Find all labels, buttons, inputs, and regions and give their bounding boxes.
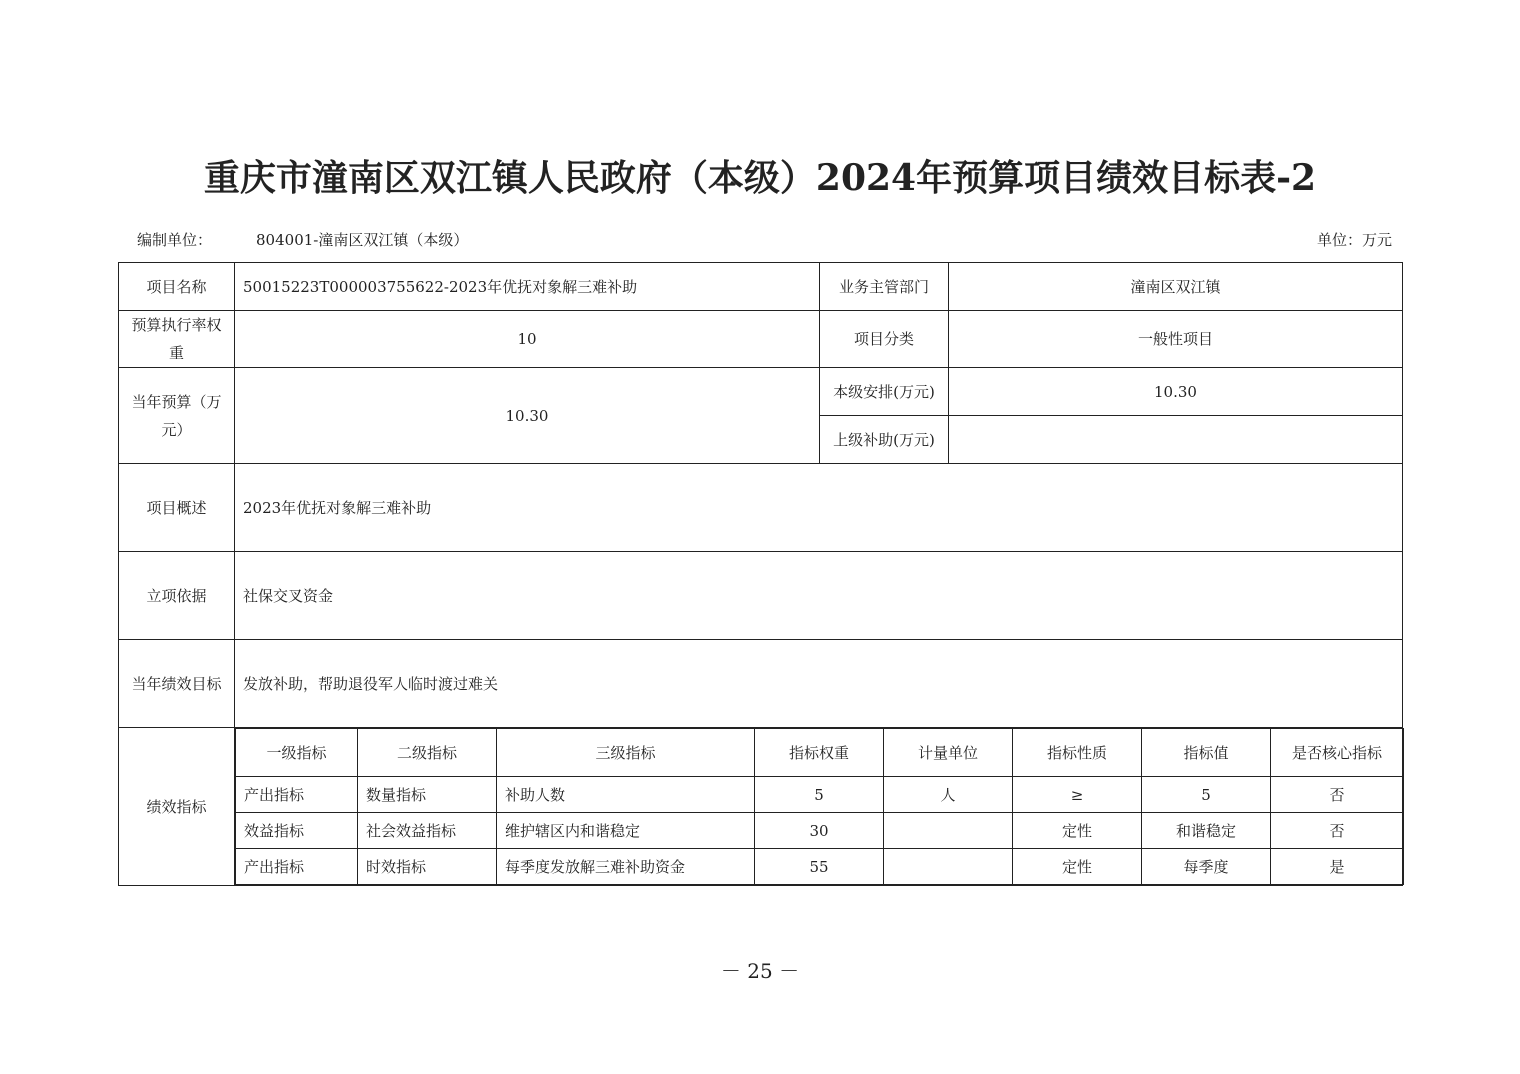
level3-cell: 每季度发放解三难补助资金 [497,849,755,885]
budget-value: 10.30 [235,368,820,464]
unit-cell [884,849,1013,885]
level2-cell: 数量指标 [358,777,497,813]
header-value: 指标值 [1142,729,1271,777]
header-weight: 指标权重 [755,729,884,777]
weight-cell: 55 [755,849,884,885]
compiling-unit-label: 编制单位： [137,231,213,249]
overview-value: 2023年优抚对象解三难补助 [235,464,1403,552]
goal-value: 发放补助，帮助退役军人临时渡过难关 [235,640,1403,728]
currency-unit: 单位：万元 [1316,231,1392,249]
level3-cell: 维护辖区内和谐稳定 [497,813,755,849]
header-unit: 计量单位 [884,729,1013,777]
compiling-unit [137,229,468,250]
upper-value [949,416,1403,464]
nature-cell: 定性 [1013,813,1142,849]
exec-weight-label: 预算执行率权重 [119,311,235,368]
indicator-table [235,728,1404,885]
overview-label: 项目概述 [119,464,235,552]
indicator-row [236,813,1404,849]
core-cell: 否 [1271,813,1404,849]
dept-label: 业务主管部门 [820,263,949,311]
row-project-name [119,263,1403,311]
project-name-value: 50015223T000003755622-2023年优抚对象解三难补助 [235,263,820,311]
upper-label: 上级补助(万元) [820,416,949,464]
budget-label: 当年预算（万元） [119,368,235,464]
basis-label: 立项依据 [119,552,235,640]
core-cell: 是 [1271,849,1404,885]
nature-cell: 定性 [1013,849,1142,885]
level1-cell: 产出指标 [236,849,358,885]
page-number: － 25 － [720,959,800,983]
header-level2: 二级指标 [358,729,497,777]
level1-cell: 效益指标 [236,813,358,849]
level2-cell: 社会效益指标 [358,813,497,849]
level1-cell: 产出指标 [236,777,358,813]
dept-value: 潼南区双江镇 [949,263,1403,311]
project-name-label: 项目名称 [119,263,235,311]
header-nature: 指标性质 [1013,729,1142,777]
nature-cell: ≥ [1013,777,1142,813]
value-cell: 每季度 [1142,849,1271,885]
compiling-unit-value: 804001-潼南区双江镇（本级） [256,231,469,249]
performance-table [118,262,1403,886]
row-overview [119,464,1403,552]
exec-weight-value: 10 [235,311,820,368]
row-exec-weight [119,311,1403,368]
header-level3: 三级指标 [497,729,755,777]
indicators-cell [235,728,1403,886]
category-label: 项目分类 [820,311,949,368]
core-cell: 否 [1271,777,1404,813]
weight-cell: 5 [755,777,884,813]
row-budget [119,368,1403,416]
perf-label: 绩效指标 [119,728,235,886]
page-title: 重庆市潼南区双江镇人民政府（本级）2024年预算项目绩效目标表-2 [203,157,1317,199]
local-value: 10.30 [949,368,1403,416]
value-cell: 5 [1142,777,1271,813]
weight-cell: 30 [755,813,884,849]
category-value: 一般性项目 [949,311,1403,368]
indicator-row [236,777,1404,813]
row-goal [119,640,1403,728]
indicator-row [236,849,1404,885]
indicator-header-row [236,729,1404,777]
header-core: 是否核心指标 [1271,729,1404,777]
unit-cell: 人 [884,777,1013,813]
value-cell: 和谐稳定 [1142,813,1271,849]
level2-cell: 时效指标 [358,849,497,885]
goal-label: 当年绩效目标 [119,640,235,728]
row-basis [119,552,1403,640]
basis-value: 社保交叉资金 [235,552,1403,640]
local-label: 本级安排(万元) [820,368,949,416]
row-indicators [119,728,1403,886]
level3-cell: 补助人数 [497,777,755,813]
unit-cell [884,813,1013,849]
header-level1: 一级指标 [236,729,358,777]
